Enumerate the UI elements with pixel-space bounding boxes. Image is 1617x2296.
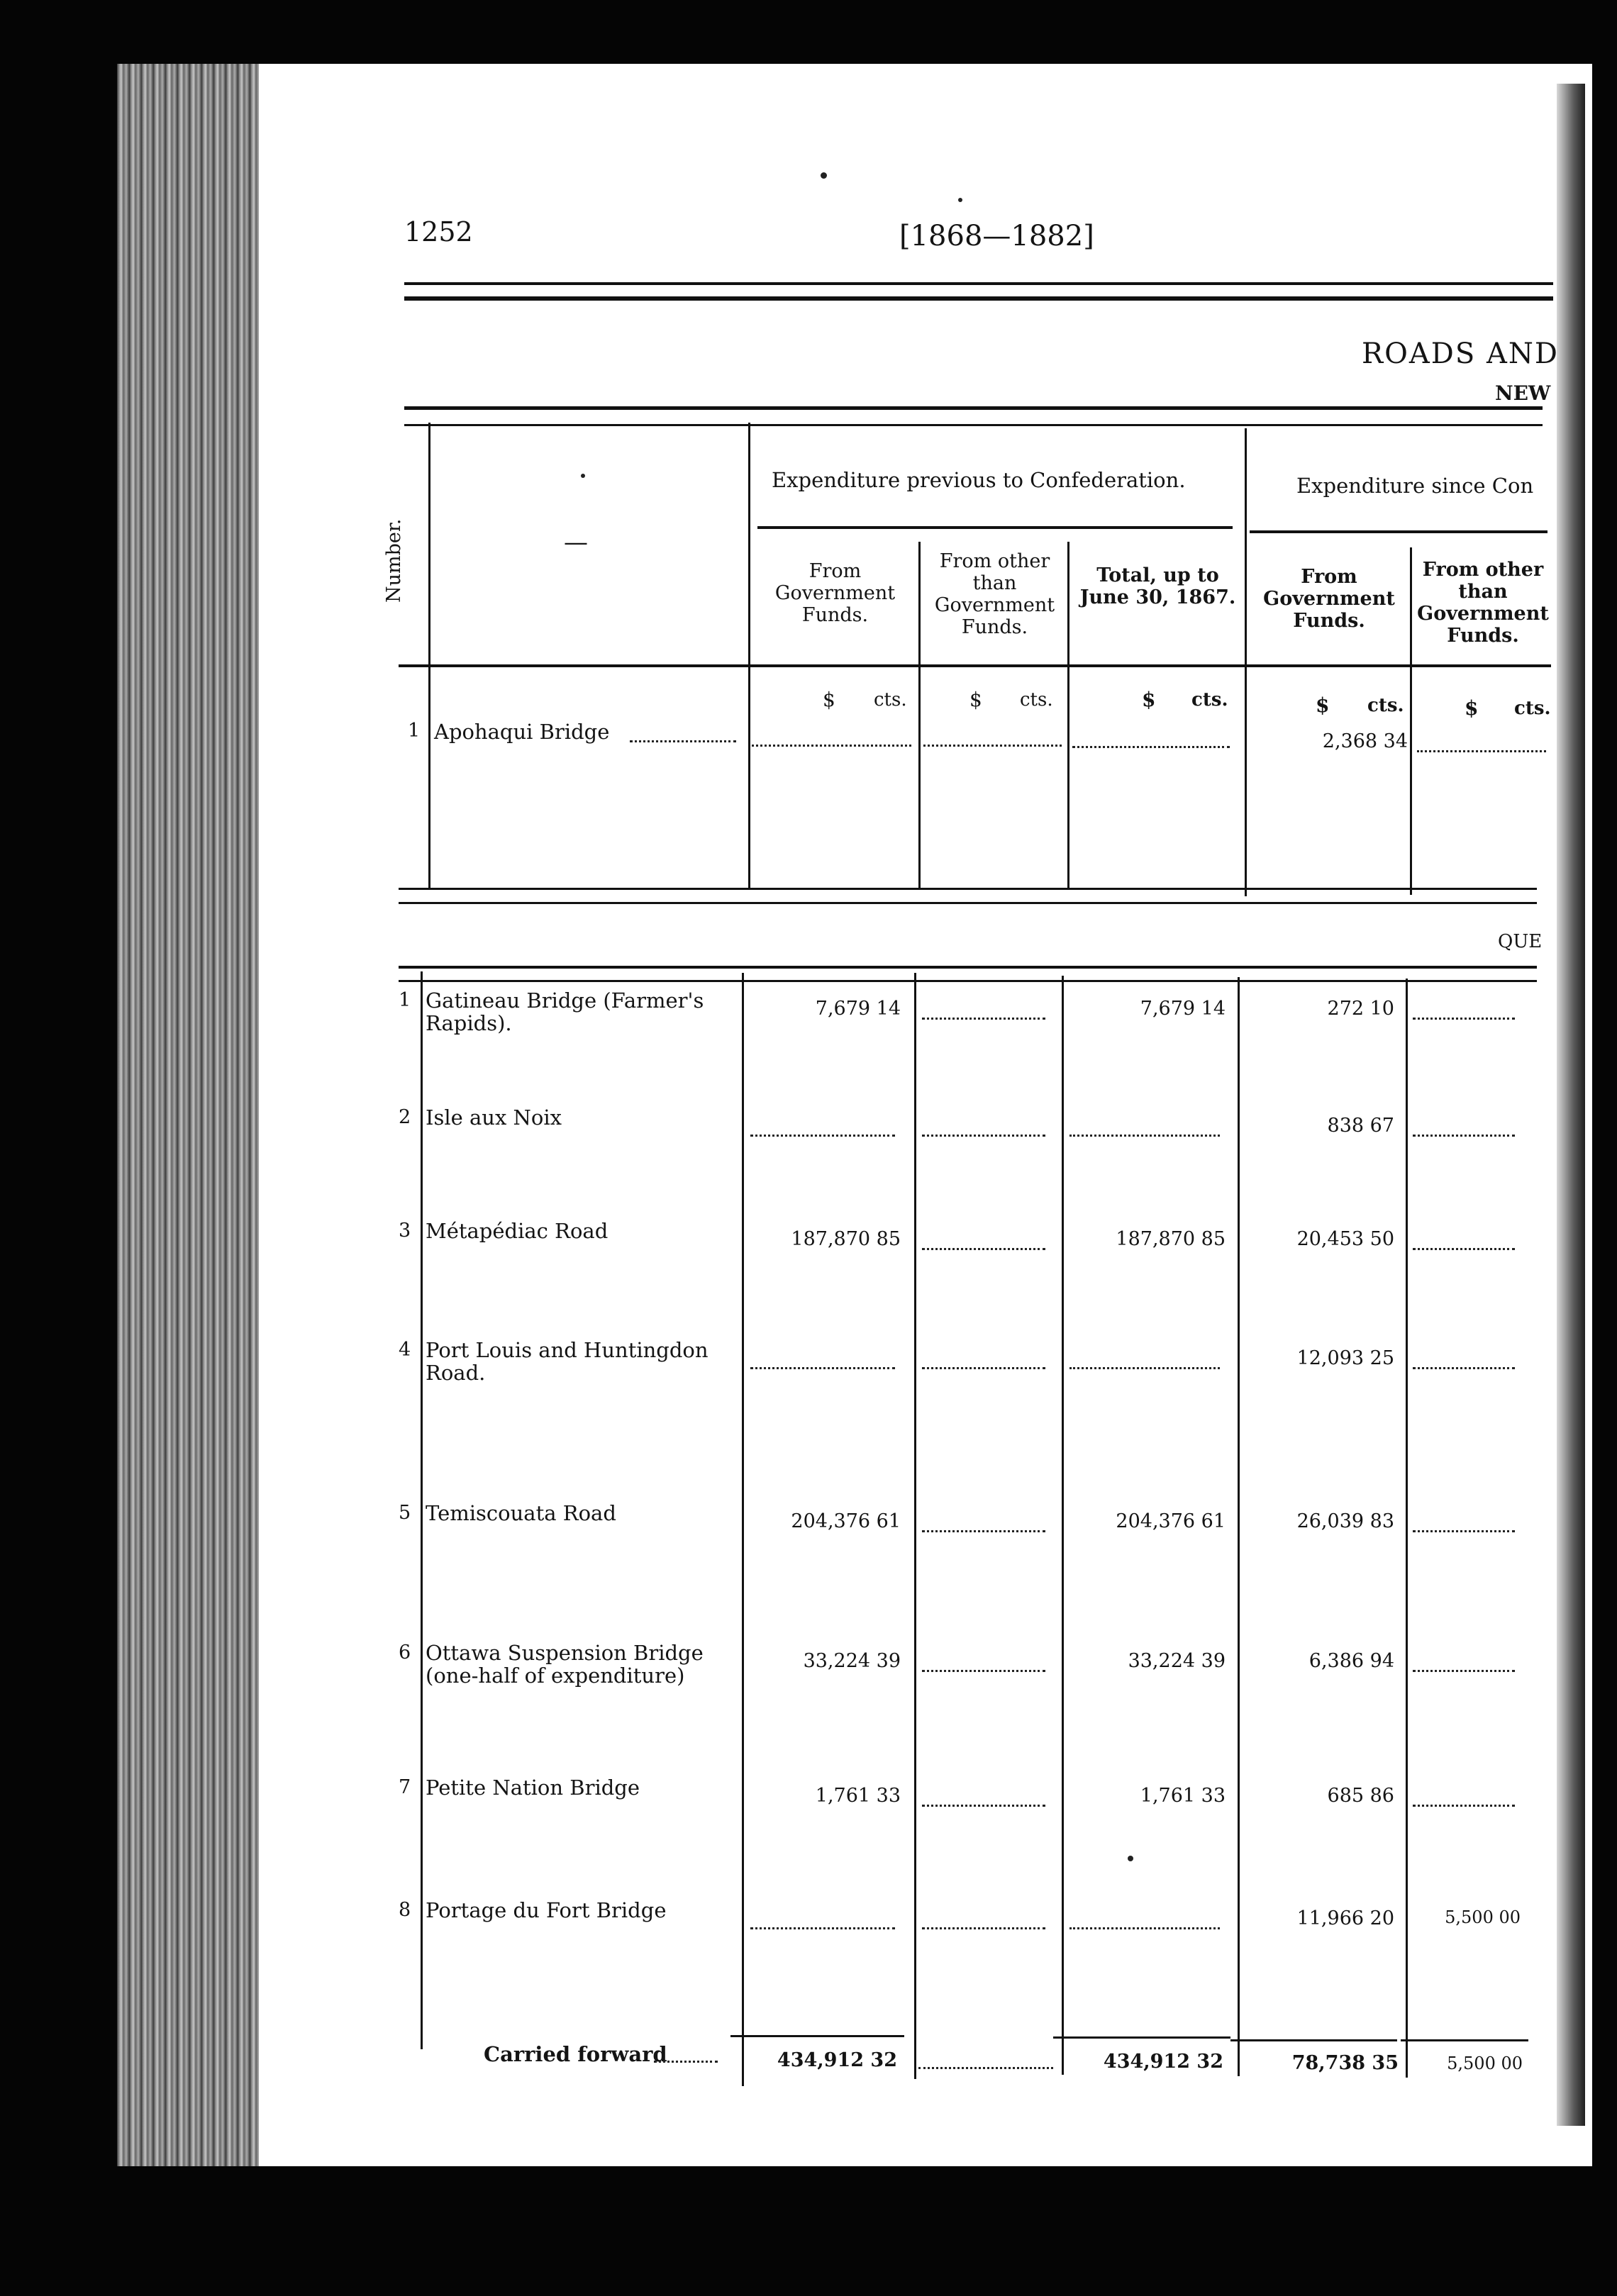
total-since-govt: 78,738 35: [1291, 2052, 1399, 2074]
cell-since-govt: 272 10: [1327, 998, 1394, 1020]
cell-total-1867: 204,376 61: [1116, 1510, 1226, 1532]
header-rule-top: [404, 282, 1553, 285]
col-header-prev-other: From other than Government Funds.: [934, 550, 1055, 638]
cell-total-1867: 1,761 33: [1140, 1785, 1226, 1807]
row-number: 1: [399, 989, 411, 1011]
col-divider: [748, 423, 750, 889]
unit-cents: cts.: [874, 689, 907, 710]
cell-since-govt: 20,453 50: [1296, 1228, 1394, 1250]
total-rule: [1401, 2039, 1528, 2041]
cell-since-govt: 2,368 34: [1322, 730, 1408, 752]
total-rule: [1053, 2036, 1230, 2039]
ink-speck: [1128, 1856, 1133, 1861]
group-rule-since: [1250, 530, 1547, 533]
leader-dots: [750, 1367, 895, 1369]
col-divider: [742, 973, 744, 2086]
row-number: 1: [408, 720, 421, 742]
col-divider: [1245, 428, 1247, 896]
group-header-previous: Expenditure previous to Confederation.: [772, 468, 1186, 492]
col-divider: [918, 542, 921, 889]
leader-dots: [918, 2067, 1053, 2069]
row-name: Métapédiac Road: [426, 1219, 609, 1243]
ink-speck: [958, 198, 962, 202]
table-top-rule: [404, 406, 1543, 410]
leader-dots: [752, 745, 911, 747]
cell-prev-govt: 7,679 14: [815, 998, 901, 1020]
cell-since-govt: 26,039 83: [1296, 1510, 1394, 1532]
leader-dots: [1413, 1530, 1515, 1532]
unit-dollar: $: [1316, 693, 1330, 717]
leader-dots: [1413, 1135, 1515, 1137]
page-years: [1868—1882]: [899, 220, 1094, 252]
unit-cents: cts.: [1191, 689, 1228, 710]
row-name: Portage du Fort Bridge: [426, 1898, 667, 1922]
leader-dots: [630, 740, 736, 742]
leader-dots: [922, 1367, 1045, 1369]
leader-dots: [1413, 1248, 1515, 1250]
unit-cents: cts.: [1367, 695, 1404, 716]
col-divider: [421, 971, 423, 2049]
section-label-quebec: QUE: [1498, 931, 1543, 952]
page-edge-shadow: [1557, 84, 1585, 2126]
cell-since-other: 5,500 00: [1445, 1907, 1521, 1927]
col-header-since-other: From other than Government Funds.: [1417, 559, 1549, 647]
row-name: Gatineau Bridge (Farmer's Rapids).: [426, 988, 704, 1035]
cell-total-1867: 7,679 14: [1140, 998, 1226, 1020]
carried-forward-label: Carried forward: [484, 2042, 667, 2066]
row-name: Isle aux Noix: [426, 1105, 562, 1130]
col-divider: [1406, 979, 1408, 2078]
row-number: 6: [399, 1642, 411, 1664]
total-rule: [1230, 2039, 1397, 2041]
leader-dots: [1413, 1805, 1515, 1807]
header-rule-bottom: [404, 296, 1553, 301]
unit-cents: cts.: [1020, 689, 1053, 710]
leader-dots: [1069, 1367, 1220, 1369]
row-number: 3: [399, 1220, 411, 1242]
total-since-other: 5,500 00: [1447, 2053, 1523, 2073]
cell-since-govt: 11,966 20: [1296, 1907, 1394, 1929]
row-number: 8: [399, 1899, 411, 1921]
cell-prev-govt: 1,761 33: [815, 1785, 901, 1807]
section-end-rule: [399, 888, 1537, 890]
leader-dots: [922, 1135, 1045, 1137]
cell-prev-govt: 204,376 61: [791, 1510, 901, 1532]
cell-since-govt: 838 67: [1327, 1115, 1394, 1137]
book-binding: [117, 64, 277, 2166]
total-rule: [730, 2035, 904, 2037]
section-end-rule-2: [399, 902, 1537, 904]
cell-prev-govt: 33,224 39: [803, 1650, 901, 1672]
cell-total-1867: 33,224 39: [1128, 1650, 1226, 1672]
leader-dots: [922, 1248, 1045, 1250]
group-header-since: Expenditure since Con: [1296, 474, 1534, 498]
unit-dollar: $: [1465, 696, 1479, 720]
leader-dots: [750, 1135, 895, 1137]
leader-dots: [1069, 1135, 1220, 1137]
quebec-top-rule-2: [399, 980, 1537, 982]
cell-since-govt: 12,093 25: [1296, 1347, 1394, 1369]
leader-dots: [922, 1018, 1045, 1020]
leader-dots: [1413, 1018, 1515, 1020]
row-name: Ottawa Suspension Bridge (one-half of expenditure): [426, 1641, 704, 1688]
leader-dots: [1413, 1367, 1515, 1369]
leader-dots: [1072, 746, 1230, 748]
group-rule-previous: [757, 526, 1233, 529]
col-header-since-govt: From Government Funds.: [1263, 566, 1395, 632]
quebec-top-rule: [399, 966, 1537, 969]
table-top-rule-2: [404, 424, 1543, 426]
unit-dollar: $: [969, 688, 982, 711]
leader-dots: [923, 745, 1062, 747]
col-header-total-1867: Total, up to June 30, 1867.: [1079, 564, 1236, 608]
leader-dots: [1069, 1927, 1220, 1929]
unit-dollar: $: [1142, 688, 1156, 711]
leader-dots: [922, 1670, 1045, 1672]
row-number: 5: [399, 1502, 411, 1524]
leader-dots: [654, 2061, 718, 2063]
col-divider: [1238, 977, 1240, 2076]
cell-since-govt: 6,386 94: [1308, 1650, 1394, 1672]
page-number: 1252: [404, 216, 473, 247]
cell-since-govt: 685 86: [1327, 1785, 1394, 1807]
total-1867: 434,912 32: [1103, 2051, 1223, 2073]
row-name: Apohaqui Bridge: [434, 720, 610, 744]
col-divider: [1410, 547, 1412, 895]
row-name: Petite Nation Bridge: [426, 1776, 640, 1800]
leader-dots: [922, 1530, 1045, 1532]
unit-cents: cts.: [1514, 698, 1551, 719]
col-divider: [428, 423, 430, 889]
leader-dots: [922, 1805, 1045, 1807]
col-divider: [914, 973, 916, 2079]
ink-speck: [821, 172, 827, 179]
ink-speck: [581, 474, 585, 478]
total-prev-govt: 434,912 32: [777, 2049, 897, 2071]
row-number: 2: [399, 1106, 411, 1128]
row-number: 4: [399, 1339, 411, 1361]
col-divider: [1067, 542, 1069, 889]
name-column-header: —: [564, 528, 588, 557]
leader-dots: [1413, 1670, 1515, 1672]
col-divider: [1062, 976, 1064, 2075]
table-subtitle: NEW: [1495, 381, 1551, 405]
col-header-prev-govt: From Government Funds.: [774, 560, 896, 626]
row-name: Temiscouata Road: [426, 1501, 616, 1525]
cell-prev-govt: 187,870 85: [791, 1228, 901, 1250]
leader-dots: [1417, 750, 1546, 752]
row-name: Port Louis and Huntingdon Road.: [426, 1338, 709, 1385]
row-number: 7: [399, 1776, 411, 1798]
unit-dollar: $: [823, 688, 835, 711]
cell-total-1867: 187,870 85: [1116, 1228, 1226, 1250]
table-title: ROADS AND: [1362, 338, 1559, 370]
header-bottom-rule: [399, 664, 1551, 667]
number-column-label: Number.: [383, 518, 405, 603]
leader-dots: [922, 1927, 1045, 1929]
leader-dots: [750, 1927, 895, 1929]
